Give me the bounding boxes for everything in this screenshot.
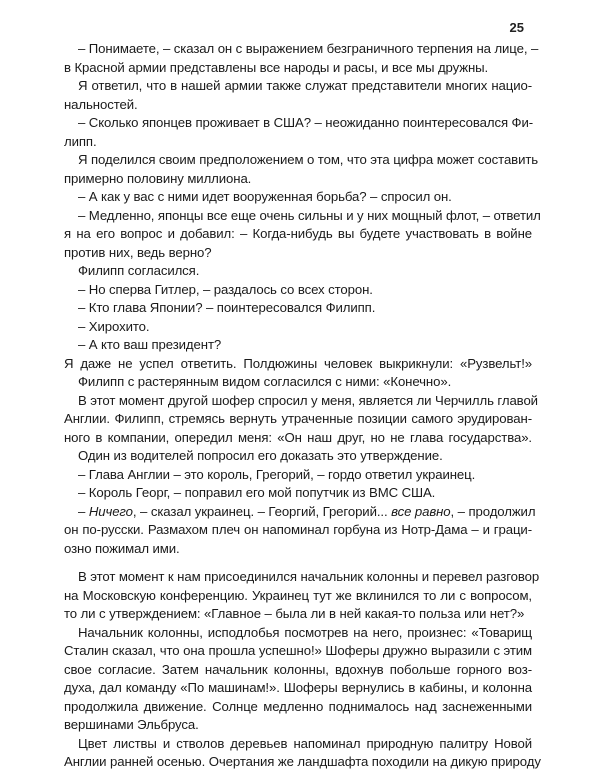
text-line: В этот момент другой шофер спросил у меня, является ли Черчилль главой — [78, 392, 538, 408]
text-line: вершинами Эльбруса. — [64, 717, 199, 732]
text-fragment: , – продолжил — [450, 503, 536, 519]
text-line: то ли с утверждением: «Главное – была ли в ней какая-то польза или нет?» — [64, 606, 525, 621]
text-line: – Медленно, японцы все еще очень сильны и у них мощный флот, – ответил — [78, 207, 541, 223]
text-line: Англии. Филипп, стремясь вернуть утраченные позиции самого эрудирован- — [64, 411, 532, 426]
text-line: нальностей. — [64, 96, 138, 112]
text-line: В этот момент к нам присоединился начальник колонны и перевел разговор — [78, 569, 540, 584]
text-line: духа, дал команду «По машинам!». Шоферы вернулись в кабины, и колонна — [64, 680, 532, 695]
paragraph-gap — [64, 558, 532, 568]
text-line: Филипп с растерянным видом согласился с ними: «Конечно». — [78, 374, 452, 389]
text-line: в Красной армии представлены все народы и расы, и все мы дружны. — [64, 59, 489, 75]
text-line: – Король Георг, – поправил его мой попутчик из ВМС США. — [78, 485, 436, 500]
text-line: – Понимаете, – сказал он с выражением безграничного терпения на лице, – — [78, 41, 539, 56]
text-line: против них, ведь верно? — [64, 244, 212, 260]
text-line: Англии ранней осенью. Очертания же ландшафта походили на дикую природу — [64, 754, 541, 769]
text-fragment: – — [78, 503, 89, 519]
text-line: свое согласие. Затем начальник колонны, вдохнув побольше горного воз- — [64, 661, 532, 677]
italic-fragment: все равно — [391, 503, 451, 519]
page-number: 25 — [509, 20, 524, 35]
text-line: – Хирохито. — [78, 318, 150, 334]
text-line: Сталин сказал, что она прошла успешно!» Шоферы дружно выразили с этим — [64, 643, 532, 658]
text-line: – А кто ваш президент? — [78, 337, 222, 352]
text-line: – Но сперва Гитлер, – раздалось со всех сторон. — [78, 281, 373, 297]
text-line: Я даже не успел ответить. Полдюжины человек выкрикнули: «Рузвельт!» — [64, 355, 532, 371]
text-line: – А как у вас с ними идет вооруженная борьба? – спросил он. — [78, 189, 452, 204]
text-line: Один из водителей попросил его доказать это утверждение. — [78, 448, 443, 463]
body-text — [64, 40, 541, 772]
text-line: примерно половину миллиона. — [64, 170, 252, 186]
text-line: на Московскую конференцию. Украинец тут же вклинился то ли с вопросом, — [64, 587, 532, 603]
text-line: – Глава Англии – это король, Грегорий, – гордо ответил украинец. — [78, 466, 476, 482]
text-line: Я поделился своим предположением о том, что эта цифра может составить — [78, 152, 539, 167]
text-fragment: , – сказал украинец. – Георгий, Грегорий... — [132, 503, 392, 519]
text-line: липп. — [64, 133, 97, 149]
text-line: Я ответил, что в нашей армии также служат представители многих нацио- — [78, 78, 532, 93]
text-line: он по-русски. Размахом плеч он напоминал горбуна из Нотр-Дама – и граци- — [64, 522, 532, 537]
text-line: Цвет листвы и стволов деревьев напоминал природную палитру Новой — [78, 735, 532, 751]
text-line: Начальник колонны, исподлобья посмотрев на него, произнес: «Товарищ — [78, 624, 532, 640]
text-line: – Кто глава Японии? – поинтересовался Филипп. — [78, 300, 376, 315]
text-line: Филипп согласился. — [78, 263, 200, 278]
text-line: ного в компании, опередил меня: «Он наш друг, но не глава государства». — [64, 429, 532, 445]
text-line-mixed — [64, 503, 536, 522]
text-line: продолжила движение. Солнце медленно поднималось над заснеженными — [64, 698, 532, 714]
text-line: я на его вопрос и добавил: – Когда-нибудь вы будете участвовать в войне — [64, 226, 532, 241]
text-line: – Сколько японцев проживает в США? – неожиданно поинтересовался Фи- — [78, 115, 534, 130]
italic-fragment: Ничего — [88, 503, 133, 519]
text-line: озно пожимал ими. — [64, 540, 180, 556]
